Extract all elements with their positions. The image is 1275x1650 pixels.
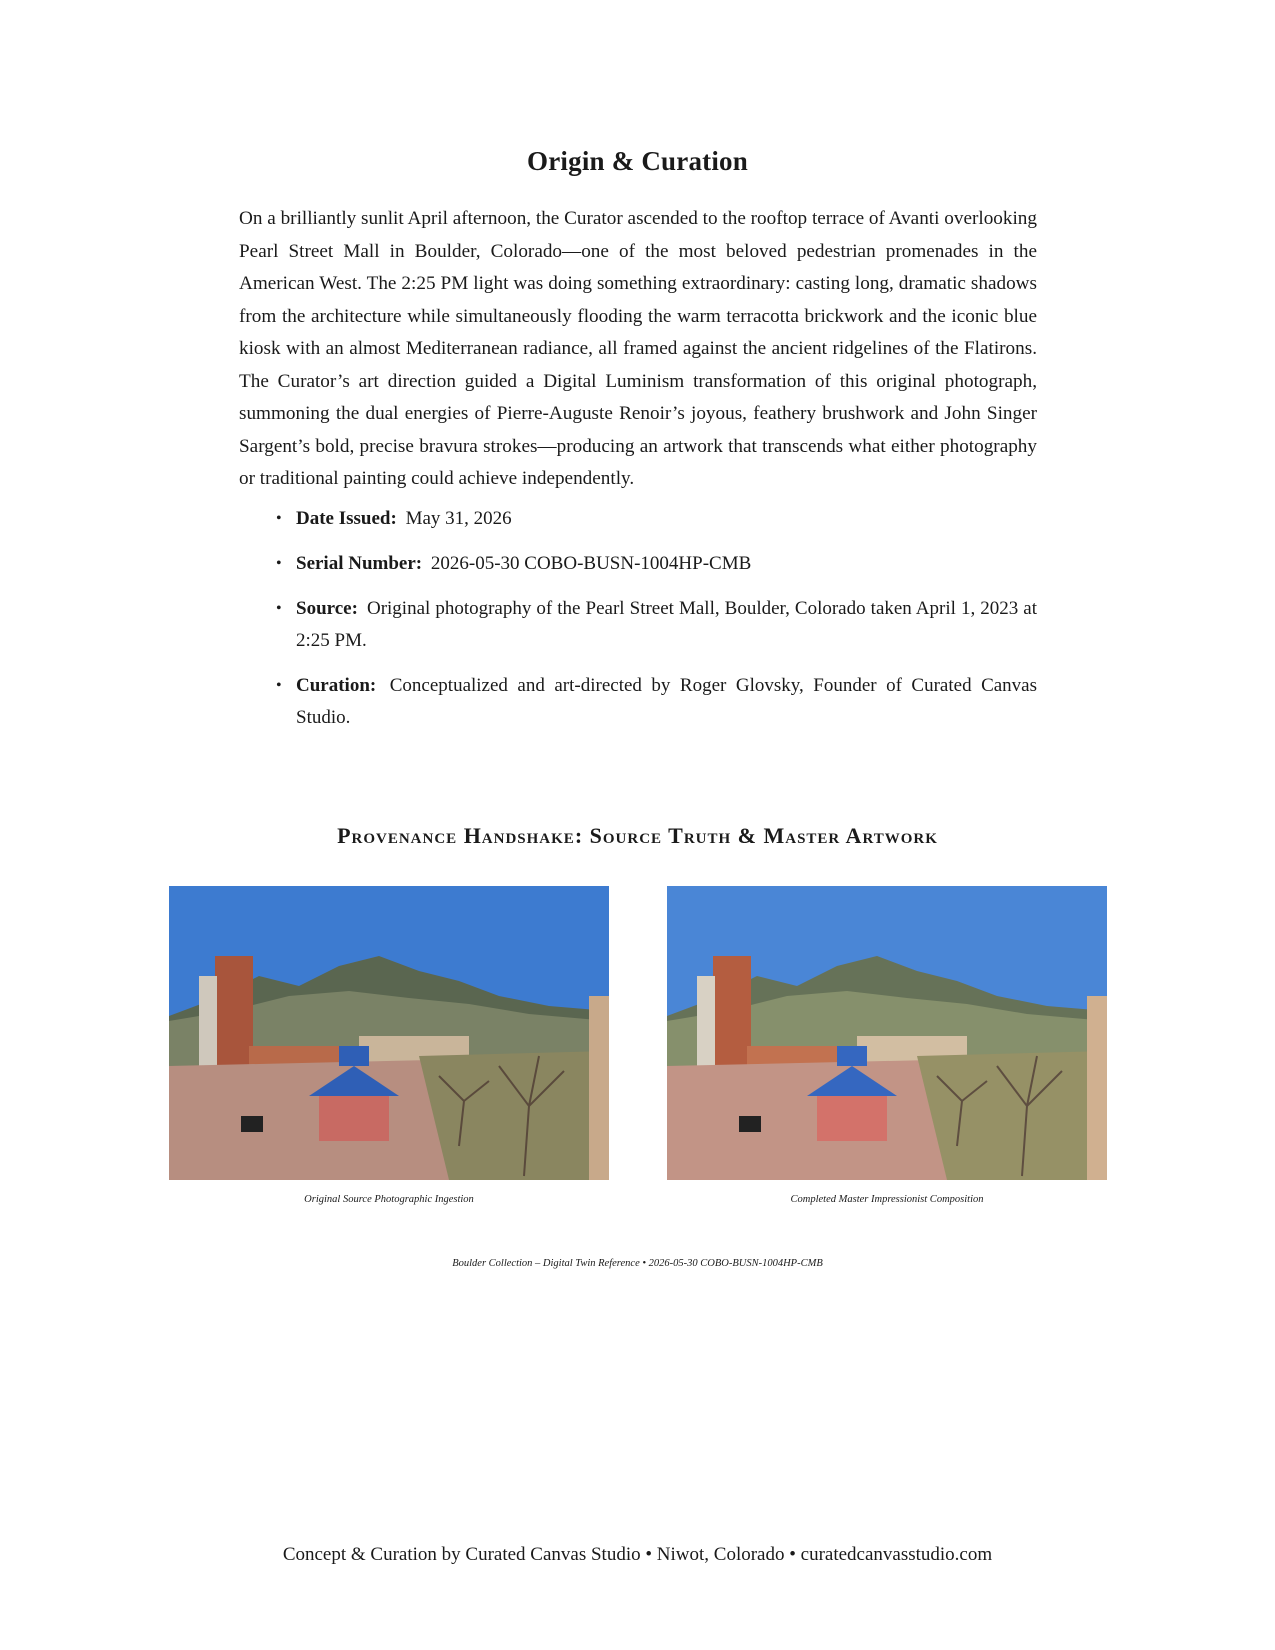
detail-label: Source: <box>296 598 358 619</box>
master-caption: Completed Master Impressionist Composition <box>790 1194 984 1205</box>
source-photograph <box>169 886 609 1180</box>
section-heading: Provenance Handshake: Source Truth & Master Artwork <box>337 823 938 848</box>
detail-value: 2026-05-30 COBO-BUSN-1004HP-CMB <box>430 553 752 574</box>
detail-label: Date Issued: <box>296 508 397 529</box>
master-artwork <box>667 886 1107 1180</box>
detail-value: Conceptualized and art-directed by Roger Glovsky, Founder of Curated Canvas Studio. <box>296 675 1038 728</box>
detail-date-issued <box>276 503 1037 535</box>
reference-line: Boulder Collection – Digital Twin Reference • 2026-05-30 COBO-BUSN-1004HP-CMB <box>452 1258 823 1269</box>
detail-serial-number <box>276 548 1037 580</box>
detail-source <box>276 593 1037 657</box>
footer: Concept & Curation by Curated Canvas Studio • Niwot, Colorado • curatedcanvasstudio.com <box>282 1544 993 1565</box>
page-title: Origin & Curation <box>527 146 748 176</box>
details-list <box>276 503 1037 747</box>
detail-value: Original photography of the Pearl Street Mall, Boulder, Colorado taken April 1, 2023 at 2:25 PM. <box>296 598 1037 651</box>
intro-paragraph: On a brilliantly sunlit April afternoon, the Curator ascended to the rooftop terrace of Avanti overlooking Pearl Street Mall in Boulder, Colorado—one of the most beloved pedestrian promenades in the American West. The 2:25 PM light was doing something extraordinary: casting long, dramatic shadows from the architecture while simultaneously flooding the warm terracotta brickwork and the iconic blue kiosk with an almost Mediterranean radiance, all framed against the ancient ridgelines of the Flatirons. The Curator’s art direction guided a Digital Luminism transformation of this original photograph, summoning the dual energies of Pierre-Auguste Renoir’s joyous, feathery brushwork and John Singer Sargent’s bold, precise bravura strokes—producing an artwork that transcends what either photography or traditional painting could achieve independently. <box>239 208 1037 489</box>
detail-label: Serial Number: <box>296 553 423 574</box>
detail-value: May 31, 2026 <box>405 508 512 529</box>
detail-curation <box>276 670 1037 734</box>
source-caption: Original Source Photographic Ingestion <box>304 1194 474 1205</box>
detail-label: Curation: <box>296 675 377 696</box>
